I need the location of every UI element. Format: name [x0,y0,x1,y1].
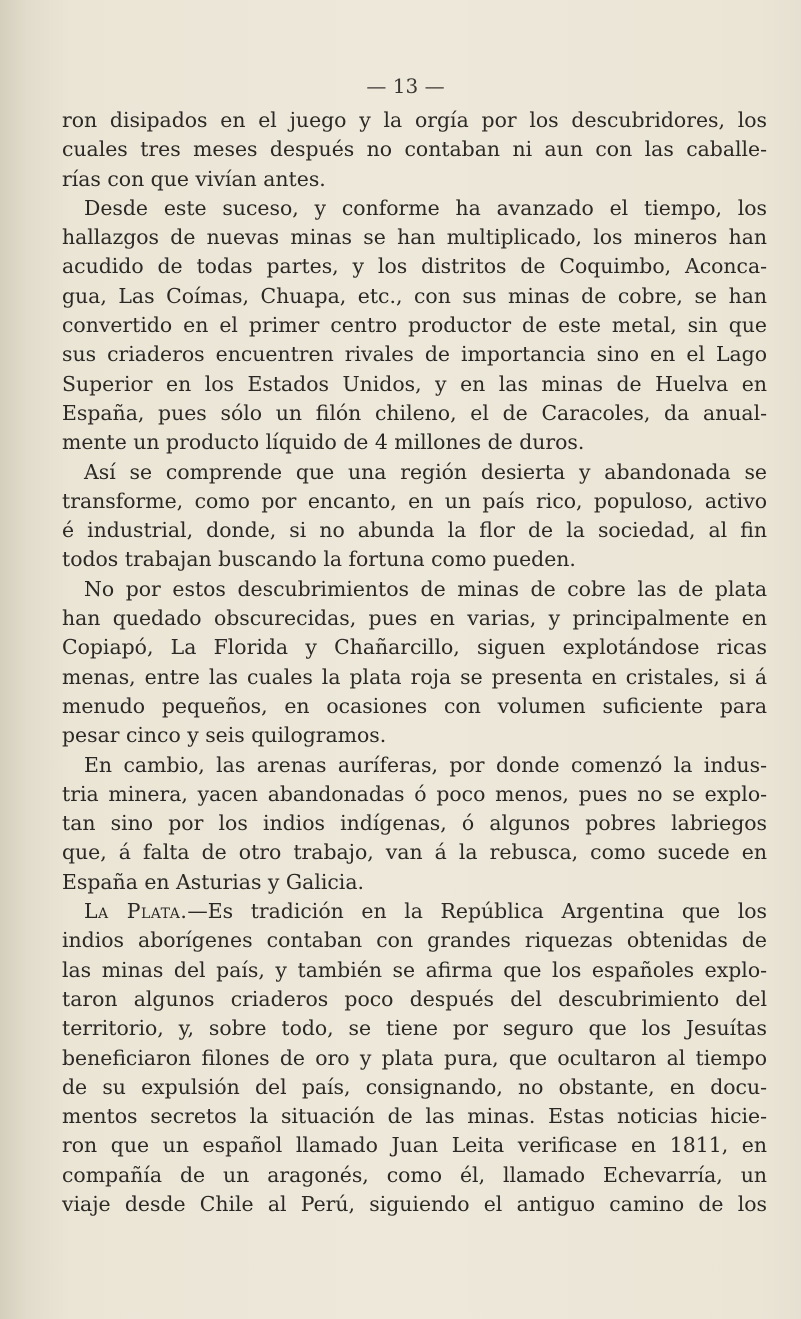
text-line: sus criaderos encuentren rivales de importancia sino en el Lago [62,342,767,367]
text-line: Copiapó, La Florida y Chañarcillo, siguen explotándose ricas [62,635,767,660]
text-fragment: —Es tradición en la República Argentina que los [187,899,767,924]
text-line: transforme, como por encanto, en un país rico, populoso, activo [62,488,767,513]
text-line: tan sino por los indios indígenas, ó algunos pobres labriegos [62,811,767,836]
text-line: convertido en el primer centro productor de este metal, sin que [62,313,767,338]
text-line: Superior en los Estados Unidos, y en las minas de Huelva en [62,371,767,396]
text-line: compañía de un aragonés, como él, llamado Echevarría, un [62,1162,767,1187]
text-line: mentos secretos la situación de las minas. Estas noticias hicie- [62,1104,767,1129]
text-line: acudido de todas partes, y los distritos de Coquimbo, Aconca- [62,254,767,279]
body-text [62,106,767,1219]
text-line: de su expulsión del país, consignando, no obstante, en docu- [62,1074,767,1099]
text-line: ron disipados en el juego y la orgía por los descubridores, los [62,108,767,132]
text-line: Desde este suceso, y conforme ha avanzado el tiempo, los [84,195,767,220]
text-line: En cambio, las arenas auríferas, por donde comenzó la indus- [84,752,767,777]
text-line: indios aborígenes contaban con grandes riquezas obtenidas de [62,928,767,953]
text-line: menudo pequeños, en ocasiones con volumen suficiente para [62,693,767,718]
text-line: tria minera, yacen abandonadas ó poco menos, pues no se explo- [62,781,767,806]
text-line: que, á falta de otro trabajo, van á la rebusca, como sucede en [62,840,767,865]
page-number: — 13 — [366,74,445,98]
text-line: gua, Las Coímas, Chuapa, etc., con sus minas de cobre, se han [62,283,767,308]
text-line: pesar cinco y seis quilogramos. [62,723,387,748]
text-line: hallazgos de nuevas minas se han multiplicado, los mineros han [62,225,767,250]
text-line: menas, entre las cuales la plata roja se presenta en cristales, si á [62,664,767,689]
text-line: cuales tres meses después no contaban ni aun con las caballe- [62,137,767,162]
text-line: han quedado obscurecidas, pues en varias, y principalmente en [62,606,767,631]
text-line: España en Asturias y Galicia. [62,869,364,894]
text-line: rías con que vivían antes. [62,166,326,191]
text-line: beneficiaron filones de oro y plata pura, que ocultaron al tiempo [62,1045,767,1070]
text-line: viaje desde Chile al Perú, siguiendo el antiguo camino de los [62,1191,767,1216]
text-line: España, pues sólo un filón chileno, el de Caracoles, da anual- [62,400,767,425]
section-heading: La Plata. [84,899,188,924]
text-line: ron que un español llamado Juan Leita verificase en 1811, en [62,1133,767,1158]
text-line: No por estos descubrimientos de minas de cobre las de plata [84,576,767,601]
text-line: las minas del país, y también se afirma que los españoles explo- [62,957,767,982]
text-line: taron algunos criaderos poco después del descubrimiento del [62,986,767,1011]
section-heading-line [62,897,767,926]
text-line: territorio, y, sobre todo, se tiene por seguro que los Jesuítas [62,1016,767,1041]
text-line: todos trabajan buscando la fortuna como pueden. [62,547,576,572]
text-line: Así se comprende que una región desierta y abandonada se [84,459,767,484]
text-line: é industrial, donde, si no abunda la flor de la sociedad, al fin [62,518,767,543]
text-line: mente un producto líquido de 4 millones de duros. [62,430,585,455]
